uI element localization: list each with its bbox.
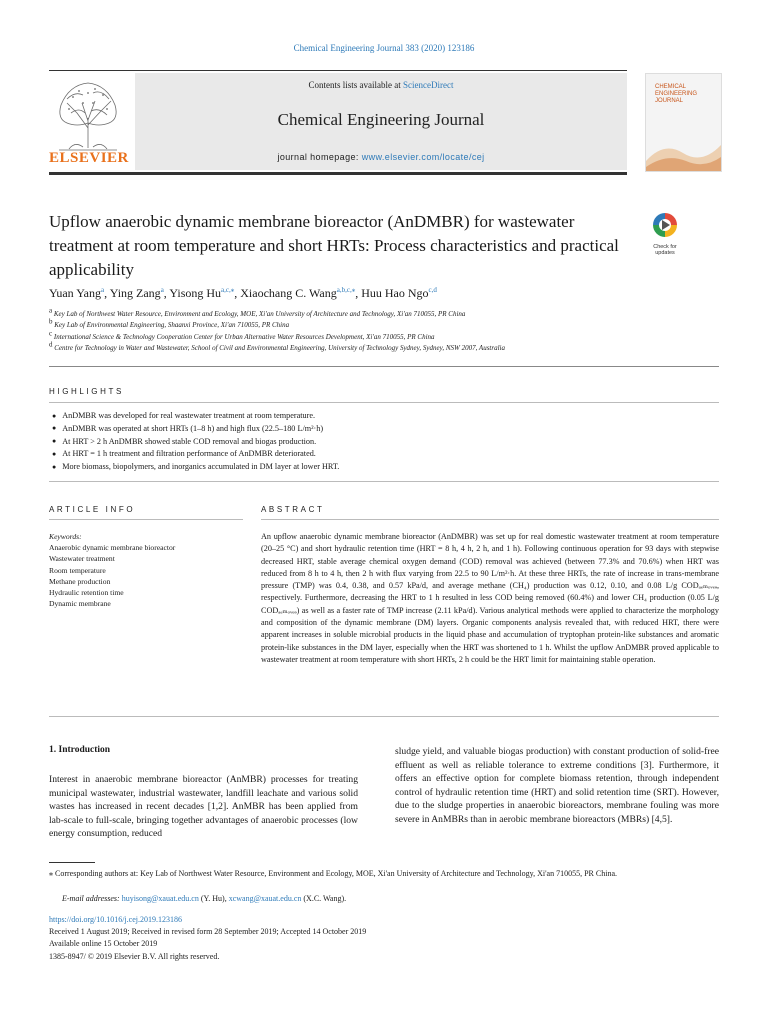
author-name[interactable]: Xiaochang C. Wang xyxy=(240,286,337,300)
affiliation-marker: b xyxy=(49,317,53,326)
author-name[interactable]: Huu Hao Ngo xyxy=(361,286,429,300)
keyword-item: Anaerobic dynamic membrane bioreactor xyxy=(49,543,176,553)
publication-info xyxy=(49,914,719,963)
introduction-text-right: sludge yield, and valuable biogas production) with constant production of solid-free effluent as well as reliable tolerance to extreme conditions [3]. Furthermore, it offers an effective option for complete biomass retention, through independent control of hydraulic retention time (HRT) and solid retention time (SRT). However, due to the sludge properties in anaerobic bioreactors, membrane fouling was more severe in AnMBRs than in aerobic membrane bioreactors (MBRs) [4,5]. xyxy=(395,746,719,825)
email-label: E-mail addresses: xyxy=(62,894,122,903)
sciencedirect-link[interactable]: ScienceDirect xyxy=(403,80,454,90)
check-for-updates-button[interactable] xyxy=(648,212,682,256)
cover-artwork xyxy=(646,131,721,171)
homepage-prefix: journal homepage: xyxy=(277,152,362,162)
abstract-text: An upflow anaerobic dynamic membrane bioreactor (AnDMBR) was set up for real domestic wastewater treatment at room temperature (20–25 °C) and short hydraulic retention time (HRT = 8 h, 4 h, 2 h, and 1 h). Following continuous operation for 93 days with stepwise decreased HRT, stable average chemical oxygen demand (COD) removal was achieved (between 77.3% and 70.6%) when HRT was reduced from 8 h to 4 h, then 2 h with flux varying from 22.5 to 90 L/m²·h. At these three HRTs, the rate of increase in trans-membrane pressure (TMP) was 0.4, 0.38, and 0.57 kPa/d, and average methane (CH₄) production was 0.12, 0.10, and 0.08 L/g CODₐₑₘₒᵥₑₔ, respectively. Furthermore, decreasing the HRT to 1 h resulted in less COD being removed (60.4%) and lower CH₄ production (0.05 L/g CODₐₑₘₒᵥₑₔ) as well as a faster rate of TMP increase (2.11 kPa/d). Various analytical methods were applied to characterize the morphology and composition of the dynamic membrane (DM) layers. Organic components analysis revealed that, with reduced HRT, there were apparent increases in soluble microbial products in the liquid phase and accumulation of tryptophan protein-like substances and aromatic protein-like substances in the DM layer, especially when the HRT was shortened to 1 h. Whilst the upflow AnDMBR proved applicable to wastewater treatment at room temperature with short HRTs, 2 h could be the HRT limit for maintaining stable operation. xyxy=(261,532,719,664)
journal-name: Chemical Engineering Journal xyxy=(277,110,485,129)
article-title: Upflow anaerobic dynamic membrane bioreactor (AnDMBR) for wastewater treatment at room temperature and short HRTs: Process characteristics and practical applicability xyxy=(49,212,619,279)
keyword-item: Dynamic membrane xyxy=(49,599,111,609)
author-affiliation-marker[interactable]: a,b,c,⁎ xyxy=(336,286,356,294)
contents-prefix: Contents lists available at xyxy=(308,80,403,90)
highlights-heading: HIGHLIGHTS xyxy=(49,387,124,396)
footnote-rule xyxy=(49,862,95,863)
cover-title-line: ENGINEERING xyxy=(655,91,698,97)
highlights-bottom-rule xyxy=(49,481,719,482)
journal-cover-thumbnail xyxy=(645,73,722,172)
contents-line xyxy=(135,80,627,90)
affiliation-marker: c xyxy=(49,329,53,338)
elsevier-logo-text: ELSEVIER xyxy=(49,150,129,166)
email-link-wang[interactable]: xcwang@xauat.edu.cn xyxy=(228,894,302,903)
introduction-heading: 1. Introduction xyxy=(49,745,111,755)
keyword-item: Wastewater treatment xyxy=(49,554,115,564)
cover-title-line: JOURNAL xyxy=(655,98,684,104)
affiliation-c xyxy=(49,329,729,341)
email-footnote xyxy=(62,893,712,905)
keyword-item: Room temperature xyxy=(49,565,106,575)
abstract-heading: ABSTRACT xyxy=(261,505,325,514)
abstract-bottom-rule xyxy=(49,716,719,717)
highlights-list xyxy=(52,410,712,474)
highlight-item: ● AnDMBR was operated at short HRTs (1–8 h) and high flux (22.5–180 L/m²·h) xyxy=(52,423,712,436)
check-updates-label: Check for updates xyxy=(653,244,677,256)
received-dates: Received 1 August 2019; Received in revised form 28 September 2019; Accepted 14 October 2019 xyxy=(49,927,367,937)
keyword-item: Hydraulic retention time xyxy=(49,588,124,598)
article-info-rule xyxy=(49,519,243,520)
affiliation-marker: d xyxy=(49,340,53,349)
online-date: Available online 15 October 2019 xyxy=(49,939,158,949)
cover-title xyxy=(655,84,715,105)
highlights-top-rule xyxy=(49,402,719,403)
highlight-item: ● At HRT = 1 h treatment and filtration performance of AnDMBR deteriorated. xyxy=(52,448,712,461)
author-affiliation-marker[interactable]: a,c,⁎ xyxy=(221,286,235,294)
journal-homepage-link[interactable]: www.elsevier.com/locate/cej xyxy=(361,152,485,162)
affiliation-d xyxy=(49,340,729,352)
author-affiliation-marker[interactable]: a xyxy=(160,286,164,294)
author-name[interactable]: Yuan Yang xyxy=(49,286,102,300)
author-affiliation-marker[interactable]: a xyxy=(101,286,105,294)
keywords-block xyxy=(49,531,243,609)
affiliation-text: Centre for Technology in Water and Wastewater, School of Civil and Environmental Engineering, University of Technology Sydney, Sydney, NSW 2007, Australia xyxy=(54,344,505,352)
email-suffix: (Y. Hu), xyxy=(198,894,229,903)
keywords-list xyxy=(49,542,243,609)
abstract-rule xyxy=(261,519,719,520)
copyright-line: 1385-8947/ © 2019 Elsevier B.V. All rights reserved. xyxy=(49,951,220,961)
masthead-top-rule xyxy=(49,70,627,71)
author-list: Yuan Yang$^a$, Ying Zang$^a$, Yisong $Hu^{a,c,⁎}$, Xiaochang C. Wang$^{a,b,c,⁎}$, Huu Hao Ngo$^{c,d}$ xyxy=(49,286,437,300)
highlight-item: ● More biomass, biopolymers, and inorganics accumulated in DM layer at lower HRT. xyxy=(52,461,712,474)
author-name[interactable]: Yisong Hu xyxy=(169,286,222,300)
article-info-heading: ARTICLE INFO xyxy=(49,505,136,514)
doi-link[interactable]: https://doi.org/10.1016/j.cej.2019.123186 xyxy=(49,915,182,924)
masthead-bottom-rule xyxy=(49,172,627,175)
cover-title-line: CHEMICAL xyxy=(655,84,687,90)
introduction-text-left: Interest in anaerobic membrane bioreactor (AnMBR) processes for treating municipal wastewater, industrial wastewater, landfill leachate and various solid wastes has increased in recent decades [1,2]. AnMBR has been applied from lab-scale to full-scale, bringing together advantages of anaerobic processes (low energy consumption, reduced xyxy=(49,774,358,840)
highlight-item: ● At HRT > 2 h AnDMBR showed stable COD removal and biogas production. xyxy=(52,436,712,449)
author-affiliation-marker[interactable]: c,d xyxy=(428,286,437,294)
email-link-hu[interactable]: huyisong@xauat.edu.cn xyxy=(121,894,199,903)
email-suffix: (X.C. Wang). xyxy=(301,894,347,903)
homepage-line xyxy=(135,152,627,162)
keywords-label: Keywords: xyxy=(49,532,82,541)
affiliation-b xyxy=(49,317,729,329)
affiliation-marker: a xyxy=(49,306,53,315)
keyword-item: Methane production xyxy=(49,576,111,586)
corresponding-author-footnote: ⁎ Corresponding authors at: Key Lab of Northwest Water Resource, Environment and Ecology, MOE, Xi'an University of Architecture and Technology, Xi'an 710055, PR China. xyxy=(49,869,618,878)
affiliation-text: Key Lab of Environmental Engineering, Shaanxi Province, Xi'an 710055, PR China xyxy=(54,321,290,329)
highlight-item: ● AnDMBR was developed for real wastewater treatment at room temperature. xyxy=(52,410,712,423)
check-updates-icon xyxy=(651,212,679,238)
journal-citation[interactable]: Chemical Engineering Journal 383 (2020) 123186 xyxy=(293,43,475,53)
affiliation-text: International Science & Technology Cooperation Center for Urban Alternative Water Resources Development, Xi'an 710055, PR China xyxy=(53,333,435,341)
affiliation-a xyxy=(49,306,729,318)
author-name[interactable]: Ying Zang xyxy=(109,286,161,300)
affiliation-text: Key Lab of Northwest Water Resource, Environment and Ecology, MOE, Xi'an University of Architecture and Technology, Xi'an 710055, PR China xyxy=(53,310,466,318)
affiliation-divider xyxy=(49,366,719,367)
